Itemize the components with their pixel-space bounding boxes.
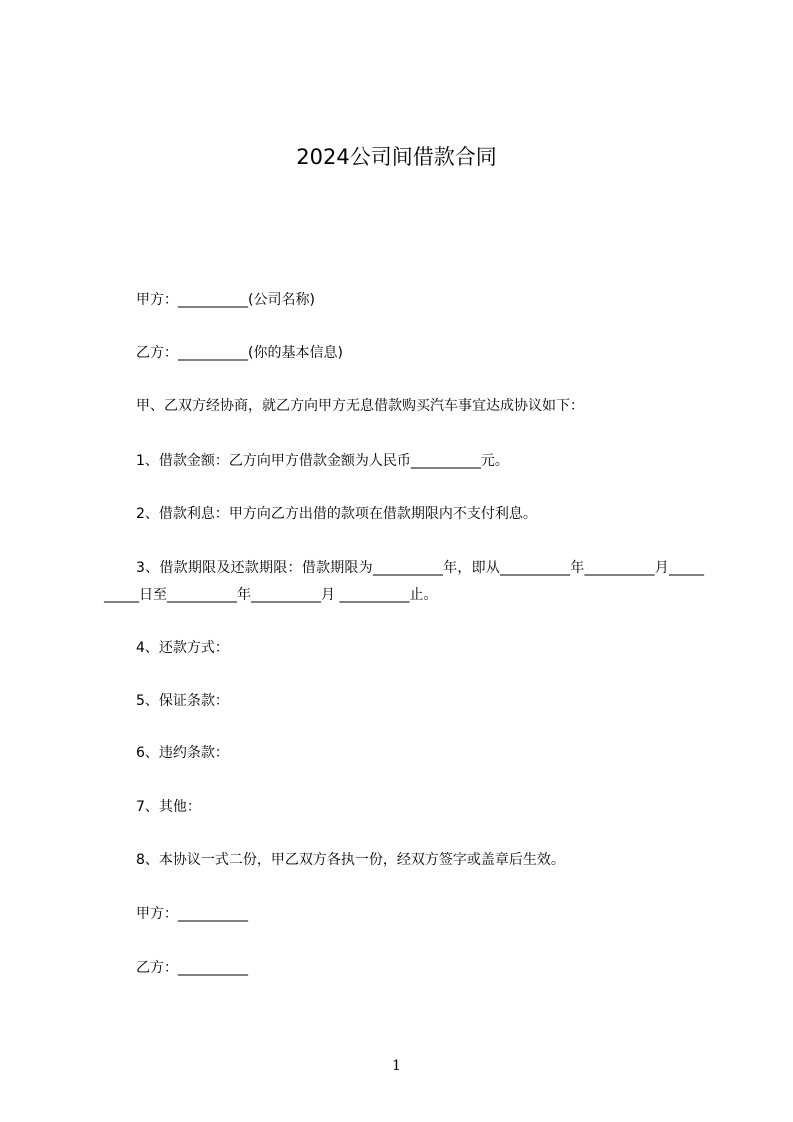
- signature-party-a: 甲方：__________: [136, 906, 248, 922]
- clause-guarantee: 5、保证条款：: [136, 693, 229, 709]
- document-title: 2024公司间借款合同: [296, 145, 497, 169]
- clause-loan-amount: 1、借款金额：乙方向甲方借款金额为人民币__________元。: [136, 453, 509, 469]
- clause-repayment-method: 4、还款方式：: [136, 640, 229, 656]
- clause-effectiveness: 8、本协议一式二份，甲乙双方各执一份，经双方签字或盖章后生效。: [136, 852, 565, 868]
- clause-loan-term: 3、借款期限及还款期限：借款期限为__________年，即从__________年__________月__________日至__________年__________月 __________止。: [104, 560, 704, 603]
- party-b-line: 乙方：__________(你的基本信息): [136, 345, 343, 361]
- clause-other: 7、其他：: [136, 799, 201, 815]
- page-number: 1: [392, 1058, 401, 1074]
- clause-loan-interest: 2、借款利息：甲方向乙方出借的款项在借款期限内不支付利息。: [136, 506, 537, 522]
- agreement-intro: 甲、乙双方经协商，就乙方向甲方无息借款购买汽车事宜达成协议如下：: [136, 398, 584, 414]
- clause-breach: 6、违约条款：: [136, 745, 229, 761]
- signature-party-b: 乙方：__________: [136, 960, 248, 976]
- party-a-line: 甲方：__________(公司名称): [136, 292, 315, 308]
